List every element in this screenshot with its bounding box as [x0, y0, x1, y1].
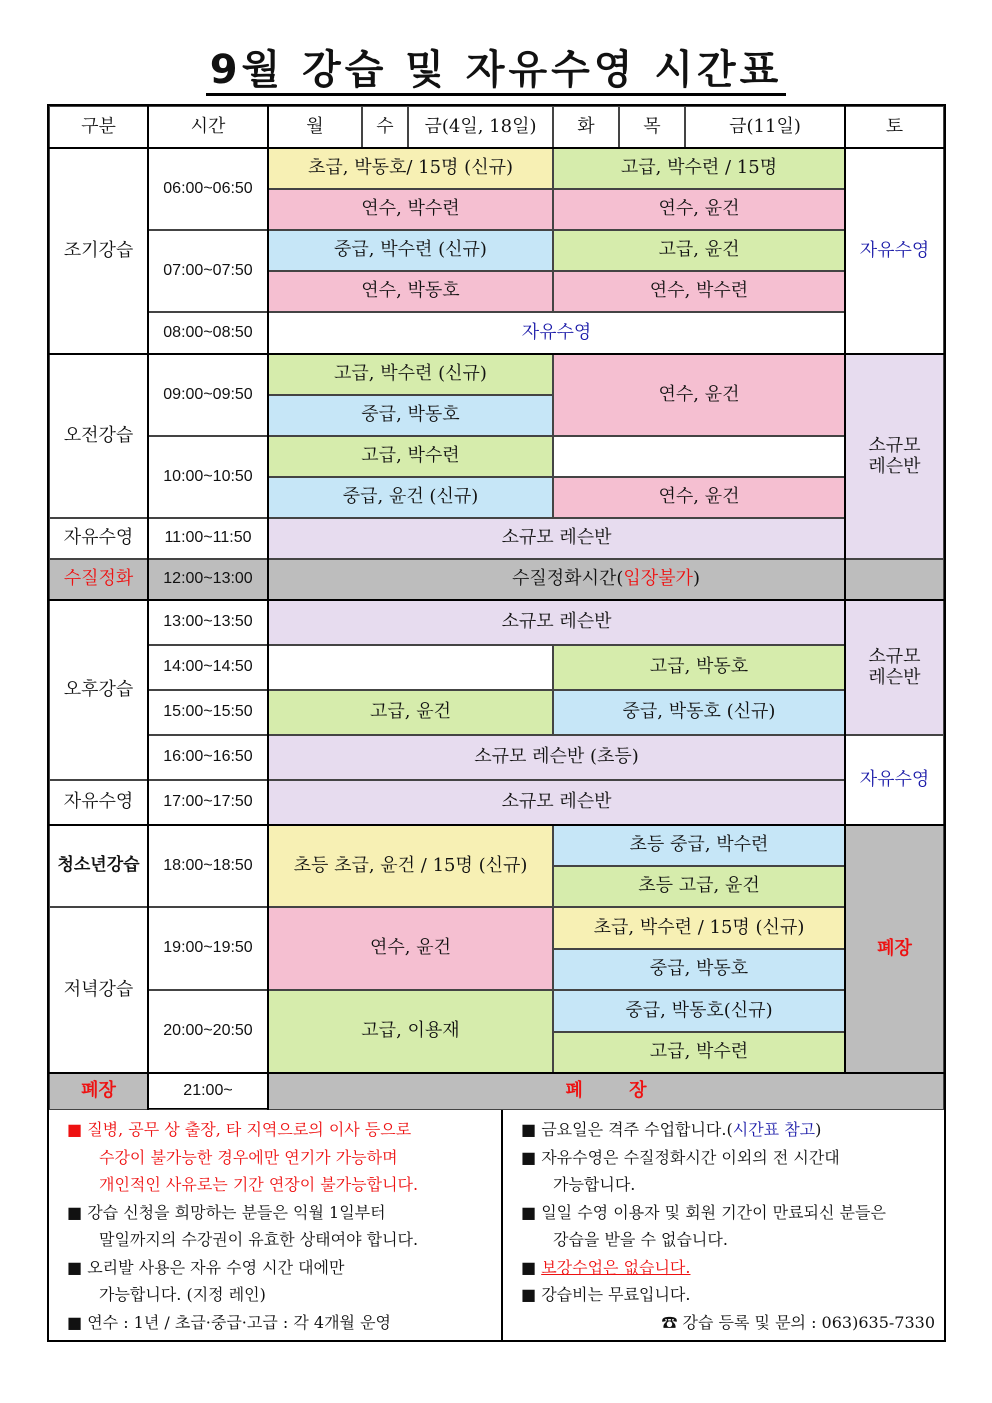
note-line: ■ 연수 : 1년 / 초급·중급·고급 : 각 4개월 운영	[67, 1312, 391, 1332]
notes-right	[521, 1116, 941, 1336]
note-line: ■ 강습비는 무료입니다.	[521, 1285, 691, 1304]
class-cell: 초급, 박수련 / 15명 (신규)	[553, 907, 845, 949]
time-0800: 08:00~08:50	[148, 312, 268, 354]
class-cell: 초등 초급, 윤건 / 15명 (신규)	[268, 825, 553, 907]
note-line: 개인적인 사유로는 기간 연장이 불가능합니다.	[99, 1175, 419, 1194]
class-cell: 중급, 박동호	[553, 949, 845, 990]
time-1900: 19:00~19:50	[148, 907, 268, 990]
class-cell: 중급, 박동호 (신규)	[553, 690, 845, 735]
class-cell: 소규모 레슨반	[268, 600, 845, 645]
category-evening: 저녁강습	[49, 907, 148, 1073]
note-line: 말일까지의 수강권이 유효한 상태여야 합니다.	[99, 1230, 419, 1249]
class-cell: 소규모 레슨반	[268, 518, 845, 559]
time-1800: 18:00~18:50	[148, 825, 268, 907]
class-cell: 연수, 박수련	[268, 189, 553, 230]
note-line: ■ 보강수업은 없습니다.	[521, 1257, 691, 1277]
class-cell: 고급, 이용재	[268, 990, 553, 1073]
header-sat: 토	[845, 106, 944, 148]
note-line: ■ 강습 신청을 희망하는 분들은 익월 1일부터	[67, 1202, 386, 1222]
time-2000: 20:00~20:50	[148, 990, 268, 1073]
time-1000: 10:00~10:50	[148, 436, 268, 518]
sat-free-swim-afternoon: 자유수영	[845, 735, 944, 825]
class-cell: 연수, 윤건	[553, 354, 845, 436]
sat-free-swim-early: 자유수영	[845, 148, 944, 354]
header-fri-a: 금(4일, 18일)	[408, 106, 553, 148]
class-cell: 중급, 박수련 (신규)	[268, 230, 553, 271]
category-afternoon: 오후강습	[49, 600, 148, 780]
header-wed: 수	[362, 106, 408, 148]
note-line: ■ 자유수영은 수질정화시간 이외의 전 시간대	[521, 1147, 840, 1167]
class-cell: 연수, 박동호	[268, 271, 553, 312]
category-free-2: 자유수영	[49, 780, 148, 825]
time-1600: 16:00~16:50	[148, 735, 268, 780]
category-closed: 폐장	[49, 1073, 148, 1110]
time-1700: 17:00~17:50	[148, 780, 268, 825]
time-1200: 12:00~13:00	[148, 559, 268, 600]
time-1400: 14:00~14:50	[148, 645, 268, 690]
class-cell: 연수, 윤건	[268, 907, 553, 990]
sat-closed: 폐장	[845, 825, 944, 1073]
class-cell: 고급, 박수련 / 15명	[553, 148, 845, 189]
class-cell: 연수, 윤건	[553, 477, 845, 518]
header-category: 구분	[49, 106, 148, 148]
class-cell: 고급, 윤건	[553, 230, 845, 271]
sat-lesson-afternoon: 소규모 레슨반	[845, 600, 944, 735]
time-1500: 15:00~15:50	[148, 690, 268, 735]
category-free-1: 자유수영	[49, 518, 148, 559]
note-line: 가능합니다. (지정 레인)	[99, 1285, 266, 1304]
header-fri-b: 금(11일)	[685, 106, 845, 148]
class-cell: 초급, 박동호/ 15명 (신규)	[268, 148, 553, 189]
class-cell: 소규모 레슨반 (초등)	[268, 735, 845, 780]
class-cell: 연수, 박수련	[553, 271, 845, 312]
note-line: ■ 금요일은 격주 수업합니다.(시간표 참고)	[521, 1120, 822, 1139]
page-title: 9월 강습 및 자유수영 시간표	[0, 38, 992, 95]
header-thu: 목	[619, 106, 685, 148]
category-purify: 수질정화	[49, 559, 148, 600]
note-line: ■ 일일 수영 이용자 및 회원 기간이 만료되신 분들은	[521, 1202, 886, 1222]
class-cell: 고급, 박수련	[268, 436, 553, 477]
header-tue: 화	[553, 106, 619, 148]
time-2100: 21:00~	[148, 1073, 268, 1110]
time-0600: 06:00~06:50	[148, 148, 268, 230]
closed-cell: 폐 장	[268, 1073, 944, 1110]
category-youth: 청소년강습	[49, 825, 148, 907]
class-cell: 초등 고급, 윤건	[553, 866, 845, 907]
note-line: 가능합니다.	[553, 1175, 636, 1194]
note-line: 강습을 받을 수 없습니다.	[553, 1230, 728, 1249]
category-morning: 오전강습	[49, 354, 148, 518]
class-cell: 중급, 박동호(신규)	[553, 990, 845, 1032]
timetable	[47, 104, 946, 1110]
notes-left	[67, 1116, 497, 1336]
class-cell: 연수, 윤건	[553, 189, 845, 230]
category-early: 조기강습	[49, 148, 148, 354]
header-time: 시간	[148, 106, 268, 148]
class-cell: 소규모 레슨반	[268, 780, 845, 825]
class-cell: 고급, 박수련 (신규)	[268, 354, 553, 395]
empty-cell	[553, 436, 845, 477]
sat-lesson-morning: 소규모 레슨반	[845, 354, 944, 559]
time-0900: 09:00~09:50	[148, 354, 268, 436]
empty-cell	[268, 645, 553, 690]
class-cell: 고급, 박수련	[553, 1032, 845, 1073]
header-mon: 월	[268, 106, 362, 148]
contact-line: ☎ 강습 등록 및 문의 : 063)635-7330	[661, 1312, 935, 1332]
note-line: ■ 질병, 공무 상 출장, 타 지역으로의 이사 등으로	[67, 1120, 412, 1139]
time-1100: 11:00~11:50	[148, 518, 268, 559]
class-cell: 초등 중급, 박수련	[553, 825, 845, 866]
time-1300: 13:00~13:50	[148, 600, 268, 645]
note-line: 수강이 불가능한 경우에만 연기가 가능하며	[99, 1147, 398, 1167]
note-line: ■ 오리발 사용은 자유 수영 시간 대에만	[67, 1257, 345, 1277]
time-0700: 07:00~07:50	[148, 230, 268, 312]
class-cell: 중급, 박동호	[268, 395, 553, 436]
notes-section	[47, 1110, 946, 1342]
class-cell: 고급, 윤건	[268, 690, 553, 735]
class-cell: 고급, 박동호	[553, 645, 845, 690]
free-swim-cell: 자유수영	[268, 312, 845, 354]
class-cell: 중급, 윤건 (신규)	[268, 477, 553, 518]
purify-cell: 수질정화시간( 입장불가 )	[268, 559, 944, 600]
